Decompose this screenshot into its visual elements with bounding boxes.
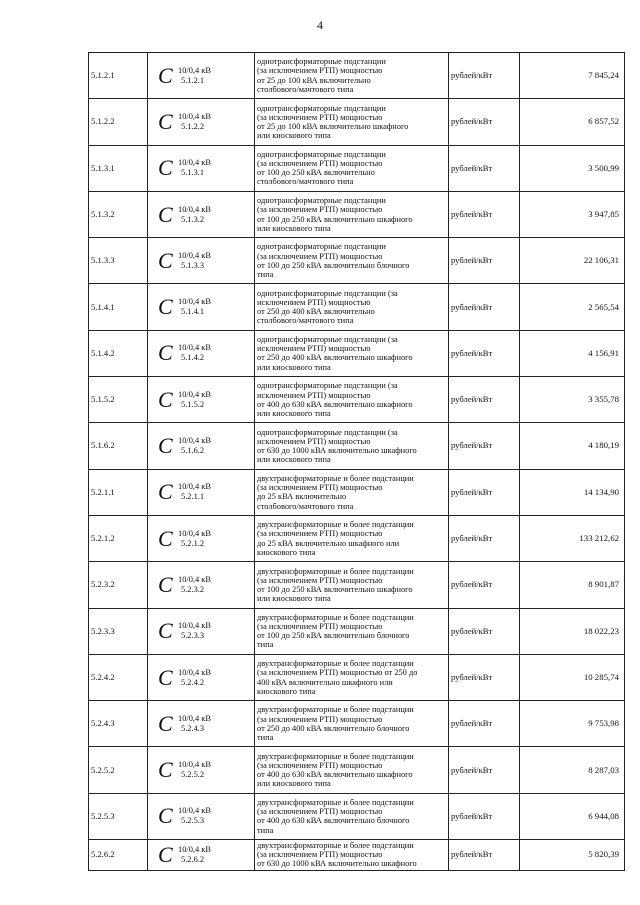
formula-voltage: 10/0,4 кВ <box>178 713 211 723</box>
row-code: 5.1.3.1 <box>89 145 148 191</box>
description-line: двухтрансформаторные и более подстанции <box>257 797 414 807</box>
formula-symbol: C <box>158 340 173 366</box>
description-line: однотрансформаторные подстанции <box>257 149 386 159</box>
description-line: от 400 до 630 кВА включительно шкафного <box>257 770 413 780</box>
formula-symbol: C <box>158 664 173 690</box>
row-value: 9 753,98 <box>520 701 625 747</box>
description-line: двухтрансформаторные и более подстанции <box>257 659 414 669</box>
description-line: от 400 до 630 кВА включительно блочного <box>257 816 410 826</box>
description-line: от 100 до 250 кВА включительно блочного <box>257 631 410 641</box>
table-row <box>89 191 625 237</box>
formula-symbol: C <box>158 155 173 181</box>
formula-wrapper <box>148 157 254 179</box>
row-formula <box>148 515 255 561</box>
description-line: от 250 до 400 кВА включительно блочного <box>257 723 410 733</box>
row-description <box>255 191 449 237</box>
description-line: (за исключением РТП) мощностью <box>257 251 383 261</box>
description-line: от 25 до 100 кВА включительно шкафного <box>257 121 409 131</box>
formula-voltage: 10/0,4 кВ <box>178 760 211 770</box>
description-line: двухтрансформаторные и более подстанции <box>257 520 414 530</box>
formula-wrapper <box>148 108 254 134</box>
description-line: столбового/мачтового типа <box>257 84 354 94</box>
formula-index: 5.2.5.2 <box>181 770 205 780</box>
formula-symbol: C <box>158 433 173 459</box>
formula-subscript <box>178 714 211 734</box>
formula-subscript <box>178 575 211 595</box>
formula-index: 5.1.3.1 <box>181 168 205 178</box>
row-value: 6 857,52 <box>520 99 625 145</box>
description-line: исключением РТП) мощностью <box>257 297 371 307</box>
row-code: 5.1.5.2 <box>89 377 148 423</box>
formula-symbol: C <box>158 479 173 505</box>
description-line: (за исключением РТП) мощностью <box>257 714 383 724</box>
row-code: 5.1.2.1 <box>89 53 148 99</box>
description-line: (за исключением РТП) мощностью <box>257 112 383 122</box>
description-line: однотрансформаторные подстанции <box>257 242 386 252</box>
row-formula <box>148 469 255 515</box>
description-line: (за исключением РТП) мощностью <box>257 529 383 539</box>
row-unit: рублей/кВт <box>449 701 520 747</box>
description-line: типа <box>257 270 274 280</box>
formula-voltage: 10/0,4 кВ <box>178 250 211 260</box>
formula-index: 5.2.1.1 <box>181 492 205 502</box>
row-unit: рублей/кВт <box>449 145 520 191</box>
description-line: от 630 до 1000 кВА включительно шкафного <box>257 446 417 456</box>
row-description <box>255 562 449 608</box>
formula-index: 5.2.3.2 <box>181 584 205 594</box>
formula-voltage: 10/0,4 кВ <box>178 667 211 677</box>
description-line: от 630 до 1000 кВА включительно шкафного <box>257 859 417 869</box>
formula-voltage: 10/0,4 кВ <box>178 621 211 631</box>
formula-subscript <box>178 621 211 641</box>
formula-symbol: C <box>158 525 173 551</box>
row-unit: рублей/кВт <box>449 469 520 515</box>
row-code: 5.1.4.1 <box>89 284 148 330</box>
formula-wrapper <box>148 247 254 273</box>
description-line: двухтрансформаторные и более подстанции <box>257 841 414 851</box>
description-line: (за исключением РТП) мощностью <box>257 159 383 169</box>
description-line: от 100 до 250 кВА включительно шкафного <box>257 584 413 594</box>
tariff-table-body <box>89 53 625 871</box>
row-formula <box>148 840 255 871</box>
row-value: 8 287,03 <box>520 747 625 793</box>
description-line: от 100 до 250 кВА включительно шкафного <box>257 214 413 224</box>
table-row <box>89 145 625 191</box>
description-line: столбового/мачтового типа <box>257 501 354 511</box>
formula-index: 5.2.4.3 <box>181 723 205 733</box>
formula-voltage: 10/0,4 кВ <box>178 297 211 307</box>
description-line: 400 кВА включительно шкафного или <box>257 677 393 687</box>
row-value: 4 156,91 <box>520 330 625 376</box>
row-formula <box>148 423 255 469</box>
formula-wrapper <box>148 481 254 503</box>
row-description <box>255 793 449 839</box>
description-line: исключением РТП) мощностью <box>257 436 371 446</box>
formula-index: 5.1.5.2 <box>181 399 205 409</box>
row-description <box>255 377 449 423</box>
row-description <box>255 145 449 191</box>
row-unit: рублей/кВт <box>449 793 520 839</box>
description-line: или киоскового типа <box>257 408 331 418</box>
row-formula <box>148 284 255 330</box>
row-value: 10 285,74 <box>520 654 625 700</box>
formula-wrapper <box>148 435 254 457</box>
formula-index: 5.1.2.1 <box>181 75 205 85</box>
row-value: 4 180,19 <box>520 423 625 469</box>
formula-index: 5.2.6.2 <box>181 855 205 865</box>
row-description <box>255 654 449 700</box>
formula-voltage: 10/0,4 кВ <box>178 436 211 446</box>
formula-voltage: 10/0,4 кВ <box>178 482 211 492</box>
formula-symbol: C <box>158 842 173 868</box>
row-value: 3 355,78 <box>520 377 625 423</box>
row-unit: рублей/кВт <box>449 238 520 284</box>
description-line: киоскового типа <box>257 686 316 696</box>
row-formula <box>148 701 255 747</box>
table-row <box>89 654 625 700</box>
description-line: (за исключением РТП) мощностью <box>257 760 383 770</box>
page-number: 4 <box>317 18 323 32</box>
row-formula <box>148 562 255 608</box>
description-line: или киоскового типа <box>257 455 331 465</box>
formula-subscript <box>178 297 211 317</box>
row-value: 18 022,23 <box>520 608 625 654</box>
row-description <box>255 608 449 654</box>
row-unit: рублей/кВт <box>449 608 520 654</box>
formula-voltage: 10/0,4 кВ <box>178 389 211 399</box>
formula-index: 5.2.3.3 <box>181 631 205 641</box>
description-line: столбового/мачтового типа <box>257 177 354 187</box>
formula-symbol: C <box>158 710 173 736</box>
row-unit: рублей/кВт <box>449 191 520 237</box>
formula-wrapper <box>148 342 254 364</box>
row-code: 5.1.3.3 <box>89 238 148 284</box>
row-description <box>255 238 449 284</box>
description-line: от 250 до 400 кВА включительно шкафного <box>257 353 413 363</box>
row-unit: рублей/кВт <box>449 840 520 871</box>
formula-subscript <box>178 482 211 502</box>
description-line: типа <box>257 825 274 835</box>
row-formula <box>148 191 255 237</box>
row-value: 2 565,54 <box>520 284 625 330</box>
table-row <box>89 562 625 608</box>
row-description <box>255 99 449 145</box>
row-description <box>255 747 449 793</box>
description-line: двухтрансформаторные и более подстанции <box>257 612 414 622</box>
formula-symbol: C <box>158 618 173 644</box>
formula-symbol: C <box>158 294 173 320</box>
description-line: исключением РТП) мощностью <box>257 344 371 354</box>
row-value: 6 944,08 <box>520 793 625 839</box>
tariff-table <box>88 52 625 871</box>
description-line: однотрансформаторные подстанции <box>257 57 386 67</box>
row-formula <box>148 654 255 700</box>
description-line: столбового/мачтового типа <box>257 316 354 326</box>
description-line: однотрансформаторные подстанции (за <box>257 288 398 298</box>
row-code: 5.2.3.2 <box>89 562 148 608</box>
row-formula <box>148 793 255 839</box>
description-line: до 25 кВА включительно шкафного или <box>257 538 400 548</box>
formula-voltage: 10/0,4 кВ <box>178 574 211 584</box>
row-description <box>255 53 449 99</box>
row-description <box>255 840 449 871</box>
formula-wrapper <box>148 386 254 412</box>
formula-subscript <box>178 343 211 363</box>
formula-subscript <box>178 390 211 410</box>
formula-symbol: C <box>158 62 173 88</box>
description-line: от 250 до 400 кВА включительно <box>257 307 375 317</box>
row-value: 22 106,31 <box>520 238 625 284</box>
description-line: от 100 до 250 кВА включительно блочного <box>257 260 410 270</box>
formula-index: 5.1.4.1 <box>181 307 205 317</box>
formula-index: 5.1.3.2 <box>181 214 205 224</box>
formula-subscript <box>178 66 211 86</box>
row-value: 7 845,24 <box>520 53 625 99</box>
row-unit: рублей/кВт <box>449 562 520 608</box>
formula-symbol: C <box>158 571 173 597</box>
row-code: 5.2.4.3 <box>89 701 148 747</box>
table-row <box>89 701 625 747</box>
row-code: 5.2.1.2 <box>89 515 148 561</box>
formula-voltage: 10/0,4 кВ <box>178 204 211 214</box>
formula-subscript <box>178 529 211 549</box>
row-code: 5.2.3.3 <box>89 608 148 654</box>
description-line: или киоскового типа <box>257 131 331 141</box>
description-line: от 100 до 250 кВА включительно <box>257 168 375 178</box>
table-row <box>89 284 625 330</box>
row-unit: рублей/кВт <box>449 654 520 700</box>
row-unit: рублей/кВт <box>449 747 520 793</box>
formula-symbol: C <box>158 386 173 412</box>
formula-subscript <box>178 205 211 225</box>
row-unit: рублей/кВт <box>449 53 520 99</box>
row-description <box>255 330 449 376</box>
row-code: 5.1.2.2 <box>89 99 148 145</box>
row-unit: рублей/кВт <box>449 330 520 376</box>
description-line: двухтрансформаторные и более подстанции <box>257 751 414 761</box>
table-row <box>89 330 625 376</box>
description-line: двухтрансформаторные и более подстанции <box>257 473 414 483</box>
formula-wrapper <box>148 62 254 88</box>
description-line: или киоскового типа <box>257 223 331 233</box>
formula-voltage: 10/0,4 кВ <box>178 111 211 121</box>
row-description <box>255 423 449 469</box>
row-value: 3 947,85 <box>520 191 625 237</box>
table-row <box>89 515 625 561</box>
formula-voltage: 10/0,4 кВ <box>178 845 211 855</box>
formula-index: 5.2.4.2 <box>181 677 205 687</box>
row-unit: рублей/кВт <box>449 423 520 469</box>
description-line: (за исключением РТП) мощностью от 250 до <box>257 668 418 678</box>
row-value: 133 212,62 <box>520 515 625 561</box>
row-code: 5.1.6.2 <box>89 423 148 469</box>
formula-subscript <box>178 158 211 178</box>
row-formula <box>148 145 255 191</box>
formula-wrapper <box>148 664 254 690</box>
description-line: однотрансформаторные подстанции (за <box>257 335 398 345</box>
formula-wrapper <box>148 805 254 827</box>
formula-wrapper <box>148 844 254 866</box>
table-row <box>89 423 625 469</box>
description-line: от 400 до 630 кВА включительно шкафного <box>257 399 413 409</box>
formula-voltage: 10/0,4 кВ <box>178 65 211 75</box>
row-description <box>255 515 449 561</box>
row-formula <box>148 53 255 99</box>
table-row <box>89 238 625 284</box>
description-line: (за исключением РТП) мощностью <box>257 622 383 631</box>
table-row <box>89 608 625 654</box>
description-line: однотрансформаторные подстанции <box>257 196 386 206</box>
table-row <box>89 377 625 423</box>
formula-wrapper <box>148 296 254 318</box>
table-row <box>89 747 625 793</box>
formula-symbol: C <box>158 757 173 783</box>
row-formula <box>148 330 255 376</box>
description-line: (за исключением РТП) мощностью <box>257 205 383 215</box>
formula-voltage: 10/0,4 кВ <box>178 528 211 538</box>
description-line: (за исключением РТП) мощностью <box>257 850 383 860</box>
formula-subscript <box>178 668 211 688</box>
row-formula <box>148 377 255 423</box>
formula-wrapper <box>148 759 254 781</box>
formula-subscript <box>178 806 211 826</box>
description-line: до 25 кВА включительно <box>257 492 347 502</box>
formula-symbol: C <box>158 201 173 227</box>
formula-wrapper <box>148 201 254 227</box>
row-code: 5.1.3.2 <box>89 191 148 237</box>
row-code: 5.2.1.1 <box>89 469 148 515</box>
row-unit: рублей/кВт <box>449 377 520 423</box>
row-unit: рублей/кВт <box>449 99 520 145</box>
row-formula <box>148 99 255 145</box>
row-value: 5 820,39 <box>520 840 625 871</box>
formula-index: 5.2.5.3 <box>181 816 205 826</box>
row-value: 3 500,99 <box>520 145 625 191</box>
row-code: 5.1.4.2 <box>89 330 148 376</box>
description-line: исключением РТП) мощностью <box>257 390 371 400</box>
formula-wrapper <box>148 571 254 597</box>
row-unit: рублей/кВт <box>449 515 520 561</box>
description-line: типа <box>257 640 274 650</box>
formula-symbol: C <box>158 803 173 829</box>
formula-subscript <box>178 251 211 271</box>
table-row <box>89 53 625 99</box>
description-line: или киоскового типа <box>257 594 331 604</box>
description-line: или киоскового типа <box>257 779 331 789</box>
row-value: 14 134,90 <box>520 469 625 515</box>
formula-wrapper <box>148 620 254 642</box>
description-line: двухтрансформаторные и более подстанции <box>257 566 414 576</box>
table-row <box>89 469 625 515</box>
formula-subscript <box>178 436 211 456</box>
description-line: киоскового типа <box>257 547 316 557</box>
formula-index: 5.1.2.2 <box>181 121 205 131</box>
table-row <box>89 840 625 871</box>
formula-voltage: 10/0,4 кВ <box>178 806 211 816</box>
row-formula <box>148 608 255 654</box>
formula-wrapper <box>148 710 254 736</box>
formula-index: 5.1.6.2 <box>181 446 205 456</box>
description-line: (за исключением РТП) мощностью <box>257 575 383 585</box>
row-formula <box>148 747 255 793</box>
row-code: 5.2.6.2 <box>89 840 148 871</box>
description-line: (за исключением РТП) мощностью <box>257 483 383 493</box>
table-row <box>89 793 625 839</box>
description-line: однотрансформаторные подстанции <box>257 103 386 113</box>
formula-index: 5.1.3.3 <box>181 260 205 270</box>
description-line: или киоскового типа <box>257 362 331 372</box>
formula-wrapper <box>148 525 254 551</box>
formula-symbol: C <box>158 247 173 273</box>
formula-subscript <box>178 845 211 865</box>
formula-index: 5.1.4.2 <box>181 353 205 363</box>
description-line: однотрансформаторные подстанции (за <box>257 381 398 391</box>
row-unit: рублей/кВт <box>449 284 520 330</box>
description-line: от 25 до 100 кВА включительно <box>257 75 371 85</box>
formula-symbol: C <box>158 108 173 134</box>
row-value: 8 901,87 <box>520 562 625 608</box>
formula-voltage: 10/0,4 кВ <box>178 343 211 353</box>
row-description <box>255 469 449 515</box>
description-line: (за исключением РТП) мощностью <box>257 66 383 76</box>
row-description <box>255 701 449 747</box>
formula-voltage: 10/0,4 кВ <box>178 158 211 168</box>
description-line: типа <box>257 733 274 742</box>
formula-index: 5.2.1.2 <box>181 538 205 548</box>
table-row <box>89 99 625 145</box>
description-line: (за исключением РТП) мощностью <box>257 807 383 817</box>
row-code: 5.2.5.3 <box>89 793 148 839</box>
row-code: 5.2.5.2 <box>89 747 148 793</box>
row-description <box>255 284 449 330</box>
formula-subscript <box>178 760 211 780</box>
description-line: однотрансформаторные подстанции (за <box>257 427 398 437</box>
formula-subscript <box>178 112 211 132</box>
row-code: 5.2.4.2 <box>89 654 148 700</box>
row-formula <box>148 238 255 284</box>
description-line: двухтрансформаторные и более подстанции <box>257 705 414 715</box>
